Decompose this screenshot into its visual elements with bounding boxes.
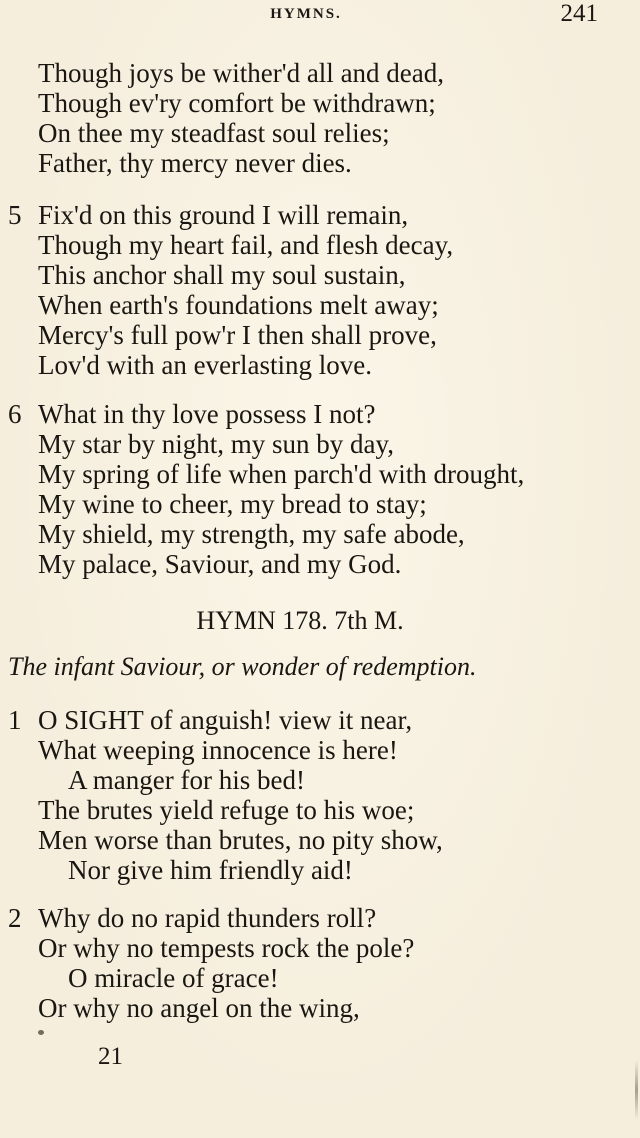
- verse-line: Why do no rapid thunders roll?: [38, 903, 377, 933]
- verse-line: O miracle of grace!: [68, 963, 279, 993]
- stanza-number: 5: [8, 200, 22, 230]
- hymn-heading: HYMN 178. 7th M.: [196, 606, 404, 635]
- verse-line: My palace, Saviour, and my God.: [38, 549, 402, 579]
- verse-line: Though joys be wither'd all and dead,: [38, 58, 445, 88]
- page-edge-shadow: [635, 1060, 638, 1120]
- verse-line: Or why no angel on the wing,: [38, 993, 360, 1023]
- page-number: 241: [560, 0, 598, 27]
- verse-line: My star by night, my sun by day,: [38, 429, 394, 459]
- verse-line: Men worse than brutes, no pity show,: [38, 825, 443, 855]
- verse-line: Father, thy mercy never dies.: [38, 148, 352, 178]
- signature-mark: 21: [98, 1043, 123, 1070]
- verse-line: What weeping innocence is here!: [38, 735, 398, 765]
- verse-line: On thee my steadfast soul relies;: [38, 118, 390, 148]
- verse-line: Mercy's full pow'r I then shall prove,: [38, 320, 437, 350]
- verse-line: My spring of life when parch'd with drought,: [38, 459, 525, 489]
- running-title: HYMNS.: [270, 6, 342, 22]
- verse-line: My shield, my strength, my safe abode,: [38, 519, 465, 549]
- stanza-number: 1: [8, 705, 22, 735]
- hymn-subtitle: The infant Saviour, or wonder of redemption.: [8, 652, 477, 681]
- verse-line: Fix'd on this ground I will remain,: [38, 200, 409, 230]
- verse-line: This anchor shall my soul sustain,: [38, 260, 406, 290]
- verse-line: The brutes yield refuge to his woe;: [38, 795, 415, 825]
- verse-line: My wine to cheer, my bread to stay;: [38, 489, 427, 519]
- verse-line: Nor give him friendly aid!: [68, 855, 353, 885]
- verse-line: Though ev'ry comfort be withdrawn;: [38, 88, 436, 118]
- verse-line: What in thy love possess I not?: [38, 399, 376, 429]
- stanza-number: 2: [8, 903, 22, 933]
- stanza-number: 6: [8, 399, 22, 429]
- verse-line: Or why no tempests rock the pole?: [38, 933, 415, 963]
- verse-line: Though my heart fail, and flesh decay,: [38, 230, 454, 260]
- verse-line: A manger for his bed!: [68, 765, 305, 795]
- verse-line: When earth's foundations melt away;: [38, 290, 439, 320]
- ink-smudge: [38, 1030, 44, 1035]
- verse-line: Lov'd with an everlasting love.: [38, 350, 373, 380]
- verse-line: O SIGHT of anguish! view it near,: [38, 705, 413, 735]
